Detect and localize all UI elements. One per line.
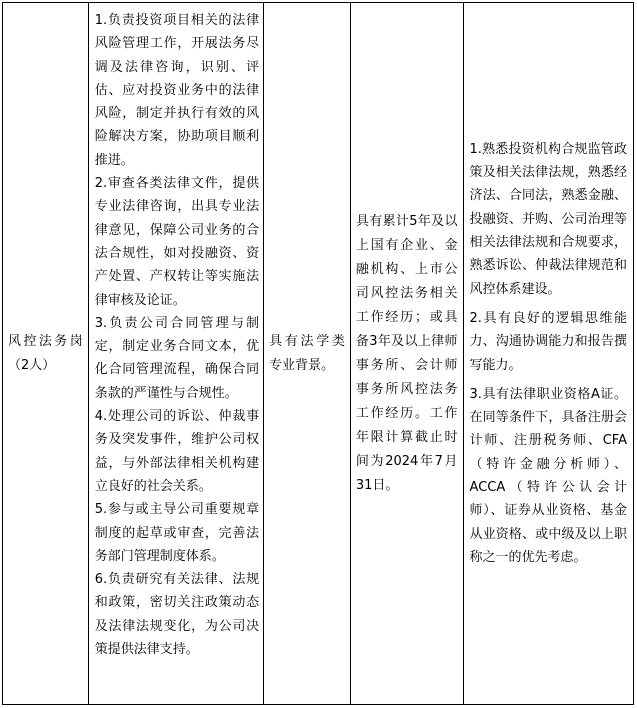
duty-item: 1.负责投资项目相关的法律风险管理工作，开展法务尽调及法律咨询，识别、评估、应对投资业务中的法律风险，制定并执行有效的风险解决方案，协助项目顺利推进。 xyxy=(94,13,260,168)
duty-item: 2.审查各类法律文件，提供专业法律咨询，出具专业法律意见，保障公司业务的合法合规性，如对投融资、资产处置、产权转让等实施法律审核及论证。 xyxy=(94,176,260,308)
major-cell xyxy=(264,3,351,704)
position-cell xyxy=(3,3,89,704)
experience-requirement: 具有累计5年及以上国有企业、金融机构、上市公司风控法务相关工作经历；或具备3年及以上律师事务所、会计师事务所风控法务工作经历。工作年限计算截止时间为2024年7月31日。 xyxy=(355,213,458,493)
duties-cell xyxy=(89,3,264,704)
recruitment-table xyxy=(2,2,634,705)
position-title: 风控法务岗（2人） xyxy=(8,333,83,373)
requirement-item: 2.具有良好的逻辑思维能力、沟通协调能力和报告撰写能力。 xyxy=(469,310,627,373)
duty-item: 4.处理公司的诉讼、仲裁事务及突发事件，维护公司权益，与外部法律相关机构建立良好的社会关系。 xyxy=(94,409,260,494)
experience-cell xyxy=(351,3,464,704)
duty-item: 6.负责研究有关法律、法规和政策，密切关注政策动态及法律法规变化，为公司决策提供法律支持。 xyxy=(94,572,260,658)
duty-item: 5.参与或主导公司重要规章制度的起草或审查，完善法务部门管理制度体系。 xyxy=(94,502,260,564)
requirements-cell xyxy=(464,3,633,704)
requirement-item: 3.具有法律职业资格A证。在同等条件下，具备注册会计师、注册税务师、CFA（特许金融分析师）、ACCA（特许公认会计师）、证券从业资格、基金从业资格、或中级及以上职称之一的优先考虑。 xyxy=(469,386,627,565)
major-requirement: 具有法学类专业背景。 xyxy=(269,333,345,373)
duty-item: 3.负责公司合同管理与制定，制定业务合同文本，优化合同管理流程，确保合同条款的严谨性与合规性。 xyxy=(94,315,260,401)
requirement-item: 1.熟悉投资机构合规监管政策及相关法律法规，熟悉经济法、合同法，熟悉金融、投融资、并购、公司治理等相关法律法规和合规要求，熟悉诉讼、仲裁法律规范和风控体系建设。 xyxy=(469,141,627,297)
